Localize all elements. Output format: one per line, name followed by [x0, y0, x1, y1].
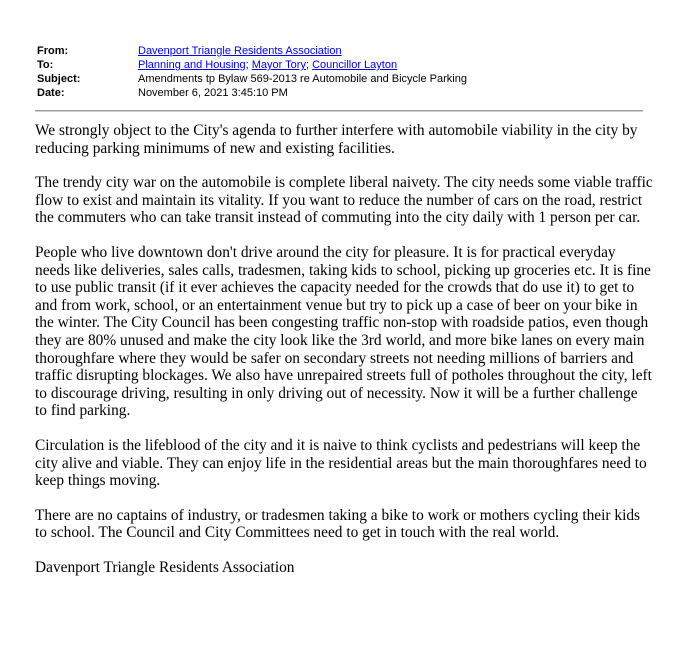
body-paragraph: People who live downtown don't drive around the city for pleasure. It is for practical everyday needs like deliveries, sales calls, tradesmen, taking kids to school, picking up groceries etc. It is fine to use public transit (if it ever achieves the capacity needed for the crowds that do use it) to get to and from work, school, or an entertainment venue but try to pick up a case of beer on your bike in the winter. The City Council has been congesting traffic non-stop with roadside patios, even though they are 80% unused and make the city look like the 3rd world, and more bike lanes on every main thoroughfare where they would be safer on secondary streets not needing millions of barriers and traffic disrupting blockages. We also have unrepaired streets full of potholes throughout the city, left to discourage driving, resulting in only driving out of necessity. Now it will be a further challenge to find parking.	[35, 243, 652, 420]
date-label: Date:	[37, 87, 65, 99]
subject-value: Amendments tp Bylaw 569-2013 re Automobile and Bicycle Parking	[138, 73, 467, 85]
date-value: November 6, 2021 3:45:10 PM	[138, 87, 288, 99]
from-label: From:	[37, 45, 69, 57]
email-body	[35, 122, 653, 593]
from-row	[37, 44, 677, 58]
subject-row	[37, 72, 677, 86]
to-separator: ;	[245, 59, 252, 71]
body-paragraph: We strongly object to the City's agenda to further interfere with automobile viability in the city by reducing parking minimums of new and existing facilities.	[35, 122, 638, 157]
to-separator: ;	[305, 59, 313, 71]
email-header	[37, 44, 677, 100]
to-label: To:	[37, 59, 54, 71]
to-link-councillor[interactable]: Councillor Layton	[312, 59, 398, 71]
to-link-mayor[interactable]: Mayor Tory	[251, 59, 306, 71]
body-paragraph: Circulation is the lifeblood of the city and it is naive to think cyclists and pedestrians will keep the city alive and viable. They can enjoy life in the residential areas but the main thoroughfares need to keep things moving.	[35, 436, 647, 490]
date-row	[37, 86, 677, 100]
signature: Davenport Triangle Residents Association	[35, 558, 295, 576]
to-row	[37, 58, 677, 72]
body-paragraph: The trendy city war on the automobile is complete liberal naivety. The city needs some viable traffic flow to exist and maintain its vitality. If you want to reduce the number of cars on the road, restrict the commuters who can take transit instead of commuting into the city daily with 1 person per car.	[35, 174, 653, 227]
from-link[interactable]: Davenport Triangle Residents Association	[138, 45, 342, 57]
to-link-planning[interactable]: Planning and Housing	[138, 59, 246, 71]
subject-label: Subject:	[37, 73, 81, 85]
body-paragraph: There are no captains of industry, or tradesmen taking a bike to work or mothers cycling their kids to school. The Council and City Committees need to get in touch with the real world.	[35, 506, 641, 542]
header-divider	[35, 110, 643, 112]
